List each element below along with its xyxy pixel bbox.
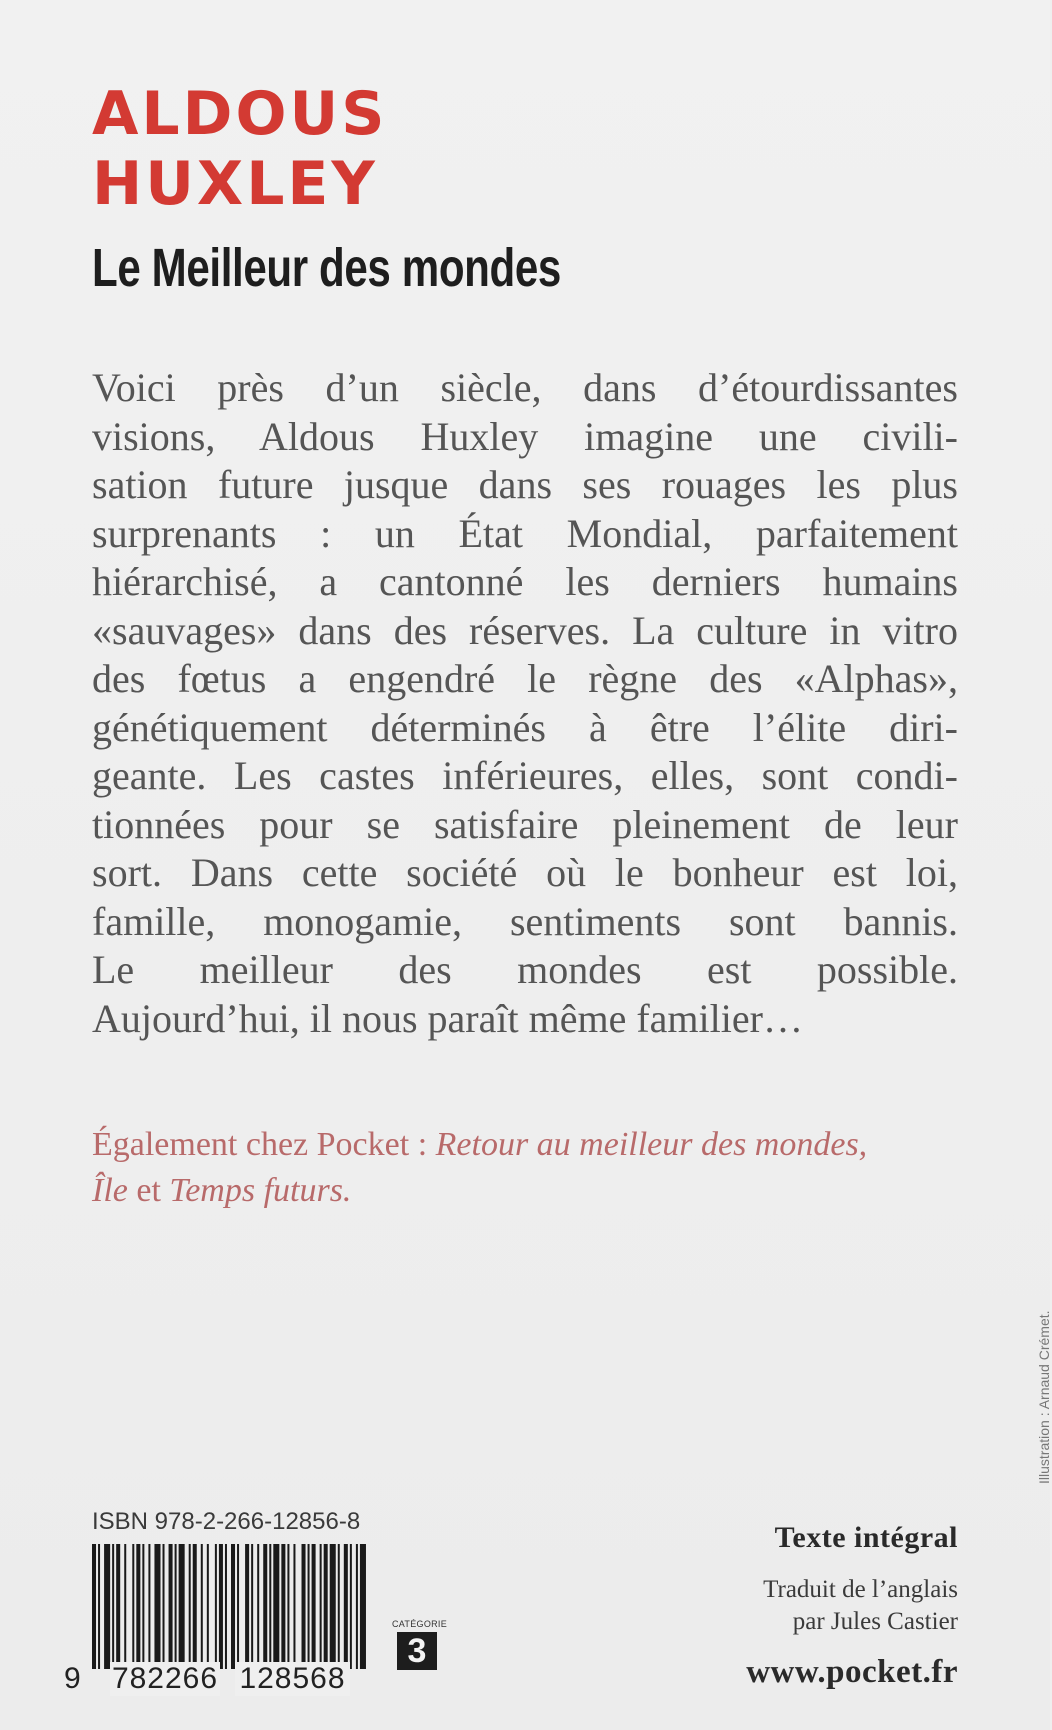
barcode-bar	[231, 1544, 235, 1669]
blurb-line: sort. Dans cette société où le bonheur est loi,	[92, 850, 958, 895]
barcode-bar	[338, 1544, 340, 1669]
barcode-bar	[175, 1544, 177, 1669]
blurb-line: famille, monogamie, sentiments sont bannis.	[92, 898, 958, 944]
category-label: CATÉGORIE	[392, 1619, 448, 1629]
barcode-left-digits: 782266	[111, 1662, 219, 1695]
blurb-line: sation future jusque dans ses rouages les plus	[92, 462, 958, 507]
barcode-bar	[225, 1544, 227, 1669]
author-first-name: ALDOUS	[92, 79, 388, 149]
barcode-bars	[92, 1544, 370, 1669]
blurb-paragraph	[92, 364, 958, 1043]
barcode-bar	[179, 1544, 185, 1669]
barcode-bar	[215, 1544, 217, 1669]
isbn: ISBN 978-2-266-12856-8	[92, 1508, 361, 1535]
barcode-bar	[281, 1544, 285, 1669]
barcode-bar	[320, 1544, 322, 1669]
blurb-line: Voici près d’un siècle, dans d’étourdissantes	[92, 365, 958, 410]
barcode-right-digits: 128568	[235, 1662, 350, 1696]
barcode-bar	[263, 1544, 267, 1669]
barcode-bar	[237, 1544, 239, 1669]
blurb-line: génétiquement déterminés à être l’élite diri-	[92, 704, 958, 750]
barcode-bar	[124, 1544, 126, 1669]
book-title: Le Meilleur des mondes	[92, 238, 561, 298]
barcode-bar	[257, 1544, 259, 1669]
blurb-line: des fœtus a engendré le règne des «Alphas»,	[92, 656, 958, 701]
barcode-bar	[360, 1544, 366, 1669]
barcode-bar	[169, 1544, 173, 1669]
barcode-bar	[154, 1544, 160, 1669]
barcode-bar	[308, 1544, 310, 1669]
also-book-3: Temps futurs.	[169, 1172, 352, 1209]
also-book-2: Île	[92, 1172, 128, 1209]
barcode-bar	[207, 1544, 209, 1669]
barcode-bar	[293, 1544, 295, 1669]
barcode-bar	[189, 1544, 191, 1669]
barcode-bar	[132, 1544, 134, 1669]
blurb-line: Aujourd’hui, il nous paraît même familier…	[92, 995, 803, 1041]
barcode-bar	[142, 1544, 144, 1669]
barcode-bar	[201, 1544, 203, 1669]
translator-credit	[746, 1574, 958, 1638]
barcode-bar	[136, 1544, 140, 1669]
category-badge	[392, 1618, 448, 1670]
barcode-bar	[245, 1544, 249, 1669]
blurb-line: visions, Aldous Huxley imagine une civili-	[92, 413, 958, 459]
blurb-line: hiérarchisé, a cantonné les derniers humains	[92, 559, 958, 604]
barcode-bar	[350, 1544, 352, 1669]
translator-line-1: Traduit de l’anglais	[763, 1576, 958, 1603]
barcode-first-digit: 9	[64, 1662, 81, 1695]
blurb-line: «sauvages» dans des réserves. La culture in vitro	[92, 607, 958, 653]
barcode-bar	[330, 1544, 336, 1669]
barcode-bar	[193, 1544, 197, 1669]
translator-line-2: par Jules Castier	[792, 1608, 958, 1635]
illustration-credit: Illustration : Arnaud Crémet.	[1036, 1310, 1052, 1484]
barcode-bar	[312, 1544, 316, 1669]
barcode-bar	[219, 1544, 223, 1669]
barcode-bar	[287, 1544, 289, 1669]
barcode-bar	[251, 1544, 253, 1669]
also-connector: et	[127, 1172, 170, 1209]
barcode-bar	[273, 1544, 279, 1669]
barcode	[60, 1544, 380, 1694]
also-prefix: Également chez Pocket :	[92, 1126, 436, 1163]
barcode-bar	[92, 1544, 96, 1669]
category-number: 3	[397, 1632, 437, 1670]
barcode-bar	[104, 1544, 110, 1669]
blurb-line: Le meilleur des mondes est possible.	[92, 947, 958, 992]
barcode-bar	[112, 1544, 114, 1669]
barcode-bar	[163, 1544, 165, 1669]
barcode-bar	[356, 1544, 358, 1669]
publisher-website: www.pocket.fr	[746, 1654, 958, 1690]
author-last-name: HUXLEY	[92, 149, 378, 219]
barcode-bar	[302, 1544, 306, 1669]
barcode-bar	[269, 1544, 271, 1669]
also-at-pocket	[92, 1122, 972, 1214]
edition-note: Texte intégral	[774, 1521, 958, 1554]
blurb-line: tionnées pour se satisfaire pleinement de leur	[92, 801, 958, 847]
barcode-bar	[344, 1544, 348, 1669]
blurb-line: surprenants : un État Mondial, parfaitement	[92, 510, 958, 556]
barcode-bar	[116, 1544, 120, 1669]
also-book-1: Retour au meilleur des mondes,	[435, 1126, 868, 1163]
barcode-bar	[324, 1544, 328, 1669]
publisher-info	[746, 1520, 958, 1692]
barcode-bar	[148, 1544, 150, 1669]
barcode-bar	[98, 1544, 100, 1669]
blurb-line: geante. Les castes inférieures, elles, sont condi-	[92, 753, 958, 798]
